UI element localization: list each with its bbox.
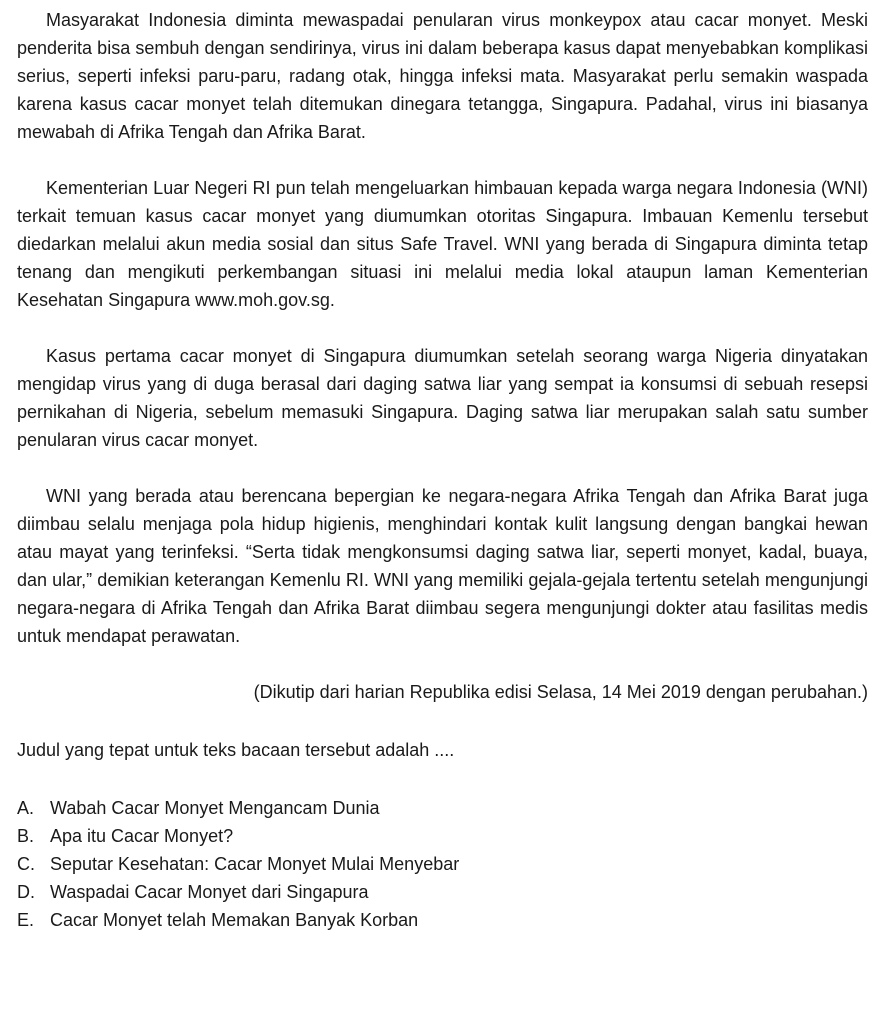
article-paragraph-2: Kementerian Luar Negeri RI pun telah mengeluarkan himbauan kepada warga negara Indonesia (WNI) terkait temuan kasus cacar monyet yang diumumkan otoritas Singapura. Imbauan Kemenlu tersebut diedarkan melalui akun media sosial dan situs Safe Travel. WNI yang berada di Singapura diminta tetap tenang dan mengikuti perkembangan situasi ini melalui media lokal ataupun laman Kementerian Kesehatan Singapura www.moh.gov.sg. [17, 178, 868, 310]
source-citation: (Dikutip dari harian Republika edisi Selasa, 14 Mei 2019 dengan perubahan.) [253, 682, 868, 702]
option-letter: C. [17, 854, 35, 874]
article-paragraph-4: WNI yang berada atau berencana bepergian ke negara-negara Afrika Tengah dan Afrika Barat juga diimbau selalu menjaga pola hidup higienis, menghindari kontak kulit langsung dengan bangkai hewan atau mayat yang terinfeksi. “Serta tidak mengkonsumsi daging satwa liar, seperti monyet, kadal, buaya, dan ular,” demikian keterangan Kemenlu RI. WNI yang memiliki gejala-gejala tertentu setelah mengunjungi negara-negara di Afrika Tengah dan Afrika Barat diimbau segera mengunjungi dokter atau fasilitas medis untuk mendapat perawatan. [17, 486, 868, 646]
answer-option-c[interactable] [17, 850, 868, 878]
option-letter: A. [17, 798, 35, 818]
document-page [17, 6, 868, 934]
option-letter: B. [17, 826, 35, 846]
answer-option-b[interactable] [17, 822, 868, 850]
option-text: Apa itu Cacar Monyet? [50, 826, 234, 846]
answer-option-e[interactable] [17, 906, 868, 934]
option-text: Cacar Monyet telah Memakan Banyak Korban [50, 910, 419, 930]
article-paragraph-1: Masyarakat Indonesia diminta mewaspadai penularan virus monkeypox atau cacar monyet. Meski penderita bisa sembuh dengan sendirinya, virus ini dalam beberapa kasus dapat menyebabkan komplikasi serius, seperti infeksi paru-paru, radang otak, hingga infeksi mata. Masyarakat perlu semakin waspada karena kasus cacar monyet telah ditemukan dinegara tetangga, Singapura. Padahal, virus ini biasanya mewabah di Afrika Tengah dan Afrika Barat. [17, 10, 868, 142]
answer-option-a[interactable] [17, 794, 868, 822]
answer-option-d[interactable] [17, 878, 868, 906]
option-text: Seputar Kesehatan: Cacar Monyet Mulai Menyebar [50, 854, 460, 874]
question-prompt: Judul yang tepat untuk teks bacaan tersebut adalah .... [17, 740, 455, 760]
option-text: Waspadai Cacar Monyet dari Singapura [50, 882, 369, 902]
option-letter: E. [17, 910, 35, 930]
option-letter: D. [17, 882, 35, 902]
option-text: Wabah Cacar Monyet Mengancam Dunia [50, 798, 380, 818]
answer-options [17, 794, 868, 934]
article-paragraph-3: Kasus pertama cacar monyet di Singapura diumumkan setelah seorang warga Nigeria dinyatakan mengidap virus yang di duga berasal dari daging satwa liar yang sempat ia konsumsi di sebuah resepsi pernikahan di Nigeria, sebelum memasuki Singapura. Daging satwa liar merupakan salah satu sumber penularan virus cacar monyet. [17, 346, 868, 450]
